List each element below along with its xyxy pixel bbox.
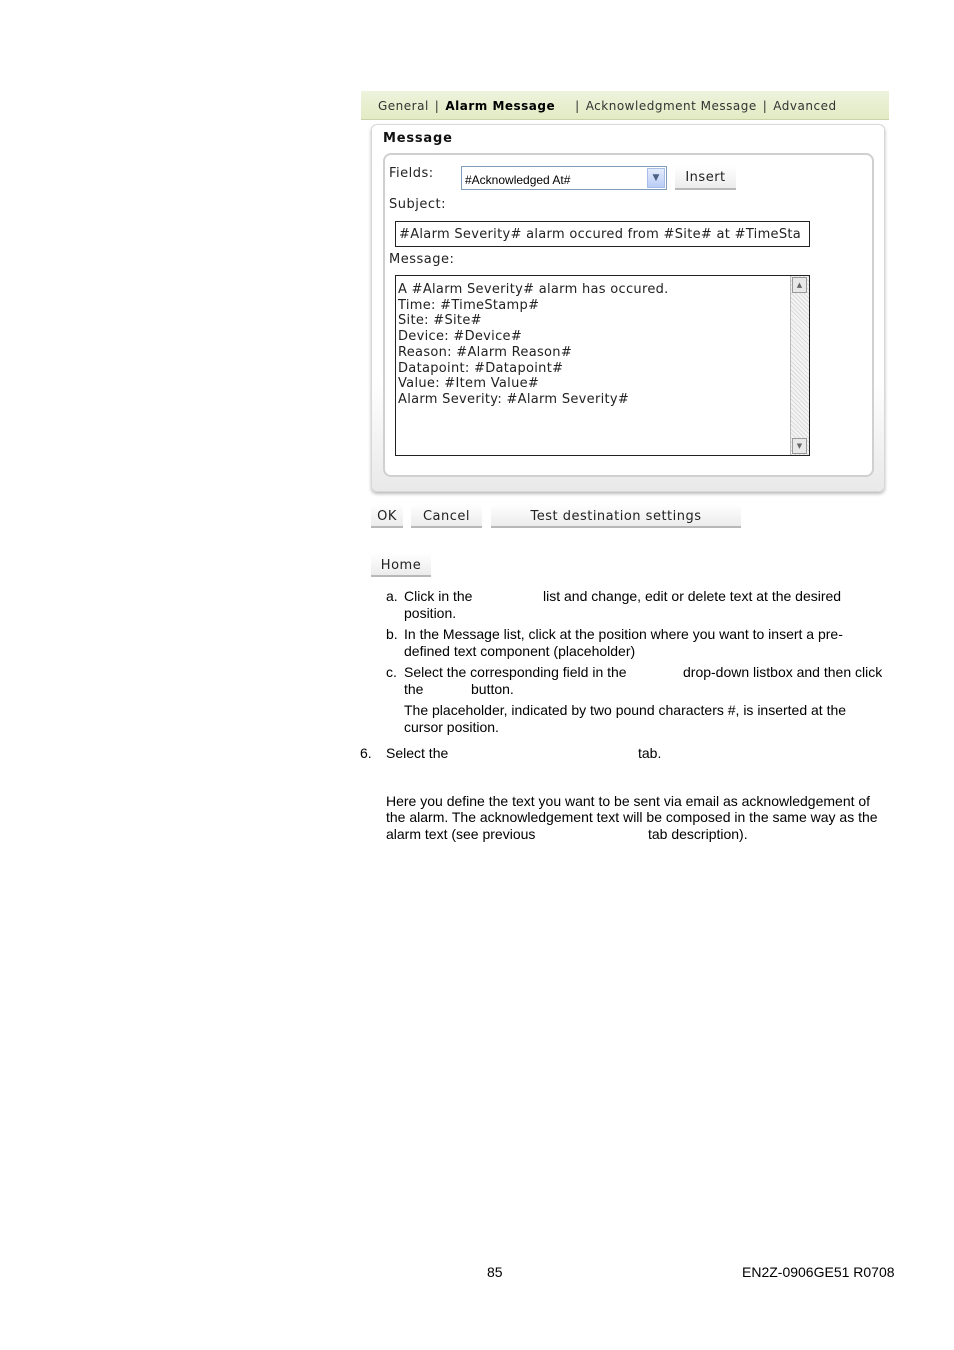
tab-acknowledgment-message[interactable]: Acknowledgment Message <box>585 99 757 113</box>
tab-alarm-message[interactable]: Alarm Message <box>445 99 556 113</box>
dialog-screenshot <box>361 91 889 583</box>
ok-button[interactable]: OK <box>371 504 403 528</box>
step-c-line2-right: button. <box>471 681 514 697</box>
step-6-text-left: Select the <box>386 745 449 761</box>
scroll-down-icon[interactable]: ▼ <box>792 438 807 454</box>
fields-dropdown[interactable] <box>461 166 667 190</box>
subject-label: Subject: <box>389 197 446 212</box>
paragraph-line3-left: alarm text (see previous <box>386 826 536 842</box>
paragraph-line3-right: tab description). <box>648 826 748 842</box>
message-scrollbar[interactable] <box>790 276 809 455</box>
home-button[interactable]: Home <box>371 553 431 577</box>
step-c-text-right: drop-down listbox and then click <box>683 664 883 680</box>
step-c-note-line1: The placeholder, indicated by two pound characters #, is inserted at the <box>404 702 847 718</box>
tab-separator: | <box>434 99 440 113</box>
message-line: Reason: #Alarm Reason# <box>398 344 573 360</box>
step-c-note-line2: cursor position. <box>404 719 499 735</box>
step-a-text-left: Click in the <box>404 588 473 604</box>
step-b-text-line1: In the Message list, click at the position where you want to insert a pre- <box>404 626 843 642</box>
message-line: Time: #TimeStamp# <box>398 297 540 313</box>
message-line: Value: #Item Value# <box>398 376 540 392</box>
message-line: A #Alarm Severity# alarm has occured. <box>398 282 669 297</box>
insert-button[interactable]: Insert <box>675 166 736 190</box>
message-panel <box>371 124 885 492</box>
test-destination-button[interactable]: Test destination settings <box>491 504 741 528</box>
message-textarea[interactable] <box>395 275 810 456</box>
step-a-text-right: list and change, edit or delete text at the desired <box>543 588 842 604</box>
panel-title: Message <box>383 131 453 146</box>
message-line: Device: #Device# <box>398 329 523 345</box>
step-6-marker: 6. <box>360 745 372 761</box>
scroll-up-icon[interactable]: ▲ <box>792 277 807 293</box>
tab-advanced[interactable]: Advanced <box>773 99 837 113</box>
step-b-marker: b. <box>386 626 398 642</box>
tab-separator: | <box>762 99 768 113</box>
fields-selected-value: #Acknowledged At# <box>465 173 571 187</box>
step-a-text-line2: position. <box>404 605 457 621</box>
message-line: Datapoint: #Datapoint# <box>398 360 564 376</box>
tab-bar <box>361 91 889 120</box>
step-c-line2-left: the <box>404 681 424 697</box>
paragraph-line2: the alarm. The acknowledgement text will be composed in the same way as the <box>386 809 878 825</box>
message-line: Site: #Site# <box>398 313 482 329</box>
step-6-text-right: tab. <box>638 745 662 761</box>
chevron-down-icon[interactable]: ▼ <box>647 168 665 188</box>
message-line: Alarm Severity: #Alarm Severity# <box>398 391 630 407</box>
step-b-text-line2: defined text component (placeholder) <box>404 643 636 659</box>
page-number: 85 <box>487 1264 503 1280</box>
tab-separator: | <box>575 99 580 113</box>
subject-input[interactable]: #Alarm Severity# alarm occured from #Site# at #TimeSta <box>395 221 810 247</box>
message-group <box>383 153 874 477</box>
cancel-button[interactable]: Cancel <box>411 504 482 528</box>
step-c-text-left: Select the corresponding field in the <box>404 664 627 680</box>
step-c-marker: c. <box>386 664 397 680</box>
message-text <box>398 282 669 408</box>
document-code: EN2Z-0906GE51 R0708 <box>742 1264 895 1280</box>
tab-general[interactable]: General <box>378 99 429 113</box>
message-label: Message: <box>389 252 455 267</box>
step-a-marker: a. <box>386 588 398 604</box>
fields-label: Fields: <box>389 166 434 181</box>
paragraph-line1: Here you define the text you want to be sent via email as acknowledgement of <box>386 793 871 809</box>
